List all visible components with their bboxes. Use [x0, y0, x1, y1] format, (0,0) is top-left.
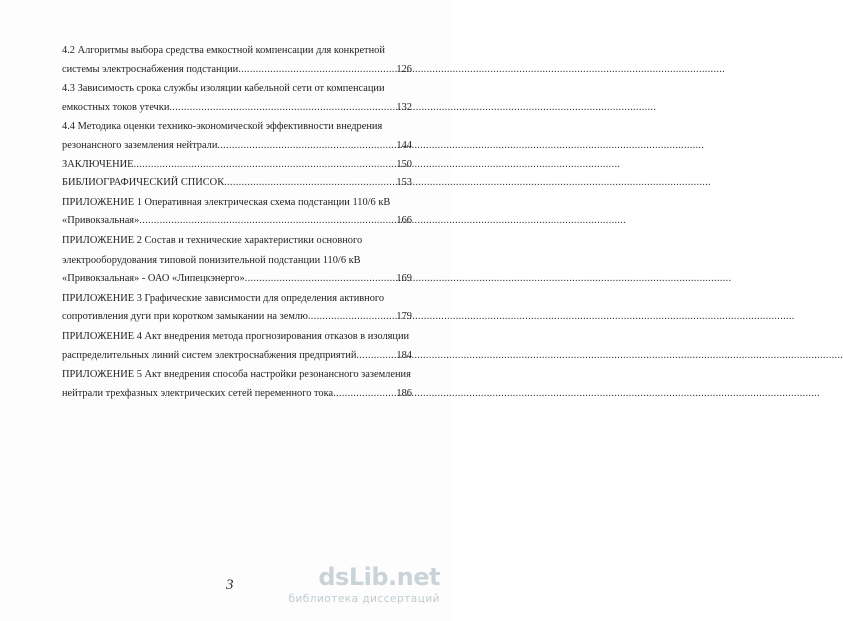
toc-entry-text: ПРИЛОЖЕНИЕ 1 Оперативная электрическая схема подстанции 110/6 кВ	[62, 196, 391, 208]
toc-entry	[62, 117, 412, 155]
toc-leader-dots	[333, 384, 395, 404]
toc-entry-line	[62, 327, 412, 347]
toc-entry-line	[62, 155, 412, 175]
toc-entry	[62, 155, 412, 175]
toc-page-number: 126	[396, 63, 412, 75]
toc-entry-line	[62, 307, 412, 327]
toc-entry-line	[62, 346, 412, 366]
toc-entry-text: «Привокзальная» - ОАО «Липецкэнерго»	[62, 273, 245, 285]
toc-entry	[62, 231, 412, 289]
toc-entry-text: ПРИЛОЖЕНИЕ 3 Графические зависимости для определения активного	[62, 292, 385, 304]
watermark-logo: dsLib.net	[318, 563, 440, 591]
toc-entry-line	[62, 269, 412, 289]
toc-leader-dots	[245, 269, 396, 289]
toc-entry-line	[62, 117, 412, 137]
toc-entry-text: «Привокзальная»	[62, 215, 140, 227]
toc-entry-text: ПРИЛОЖЕНИЕ 2 Состав и технические характеристики основного	[62, 234, 363, 246]
toc-entry-line	[62, 211, 412, 231]
toc-entry-text: резонансного заземления нейтрали	[62, 139, 218, 151]
toc-page-number: 184	[396, 349, 412, 361]
toc-entry-text: БИБЛИОГРАФИЧЕСКИЙ СПИСОК	[62, 177, 225, 189]
toc-entry-line	[62, 79, 412, 99]
watermark	[270, 563, 440, 613]
toc-page-number: 144	[396, 139, 412, 151]
toc-entry	[62, 193, 412, 231]
toc-entry-text: 4.3 Зависимость срока службы изоляции кабельной сети от компенсации	[62, 83, 385, 95]
toc-entry	[62, 327, 412, 365]
toc-entry-text: ПРИЛОЖЕНИЕ 4 Акт внедрения метода прогнозирования отказов в изоляции	[62, 330, 410, 342]
toc-entry-text: 4.4 Методика оценки технико-экономической эффективности внедрения	[62, 121, 383, 133]
toc-leader-dots	[308, 307, 396, 327]
toc-entry-line	[62, 136, 412, 156]
toc-page-number: 132	[396, 101, 412, 113]
toc-entry	[62, 365, 412, 403]
toc-leader-dots	[169, 98, 395, 118]
toc-entry	[62, 289, 412, 327]
toc-entry-line	[62, 289, 412, 309]
watermark-subtitle: библиотека диссертаций	[288, 593, 440, 605]
toc-leader-dots	[238, 60, 395, 80]
toc-entry-line	[62, 231, 412, 251]
toc-entry-line	[62, 384, 412, 404]
toc-page-number: 169	[396, 273, 412, 285]
toc-entry-line	[62, 193, 412, 213]
table-of-contents	[62, 41, 412, 403]
toc-page-number: 153	[396, 177, 412, 189]
toc-entry-text: 4.2 Алгоритмы выбора средства емкостной компенсации для конкретной	[62, 45, 385, 56]
toc-entry-text: сопротивления дуги при коротком замыкании на землю	[62, 311, 308, 323]
toc-entry-text: нейтрали трехфазных электрических сетей переменного тока	[62, 387, 334, 399]
toc-entry-line	[62, 41, 412, 61]
page-number: 3	[226, 577, 234, 593]
toc-entry-text: ЗАКЛЮЧЕНИЕ	[62, 158, 134, 170]
toc-leader-dots	[133, 155, 395, 175]
toc-leader-dots	[139, 211, 395, 231]
toc-entry-text: системы электроснабжения подстанции	[62, 63, 239, 75]
toc-page-number: 166	[396, 215, 412, 227]
toc-entry-line	[62, 173, 412, 193]
toc-entry-line	[62, 60, 412, 80]
toc-entry	[62, 41, 412, 79]
toc-entry-line	[62, 251, 412, 271]
toc-page-number: 179	[396, 311, 412, 323]
toc-entry-text: распределительных линий систем электроснабжения предприятий	[62, 349, 357, 361]
toc-entry-line	[62, 98, 412, 118]
toc-leader-dots	[224, 173, 395, 193]
toc-page-number: 186	[396, 387, 412, 399]
toc-entry	[62, 173, 412, 193]
toc-entry-text: ПРИЛОЖЕНИЕ 5 Акт внедрения способа настройки резонансного заземления	[62, 369, 411, 381]
toc-entry-text: электрооборудования типовой понизительной подстанции 110/6 кВ	[62, 254, 361, 266]
toc-leader-dots	[356, 346, 395, 366]
toc-entry-line	[62, 365, 412, 385]
toc-page-number: 150	[396, 158, 412, 170]
toc-entry	[62, 79, 412, 117]
toc-leader-dots	[217, 136, 395, 156]
toc-entry-text: емкостных токов утечки	[62, 101, 170, 113]
